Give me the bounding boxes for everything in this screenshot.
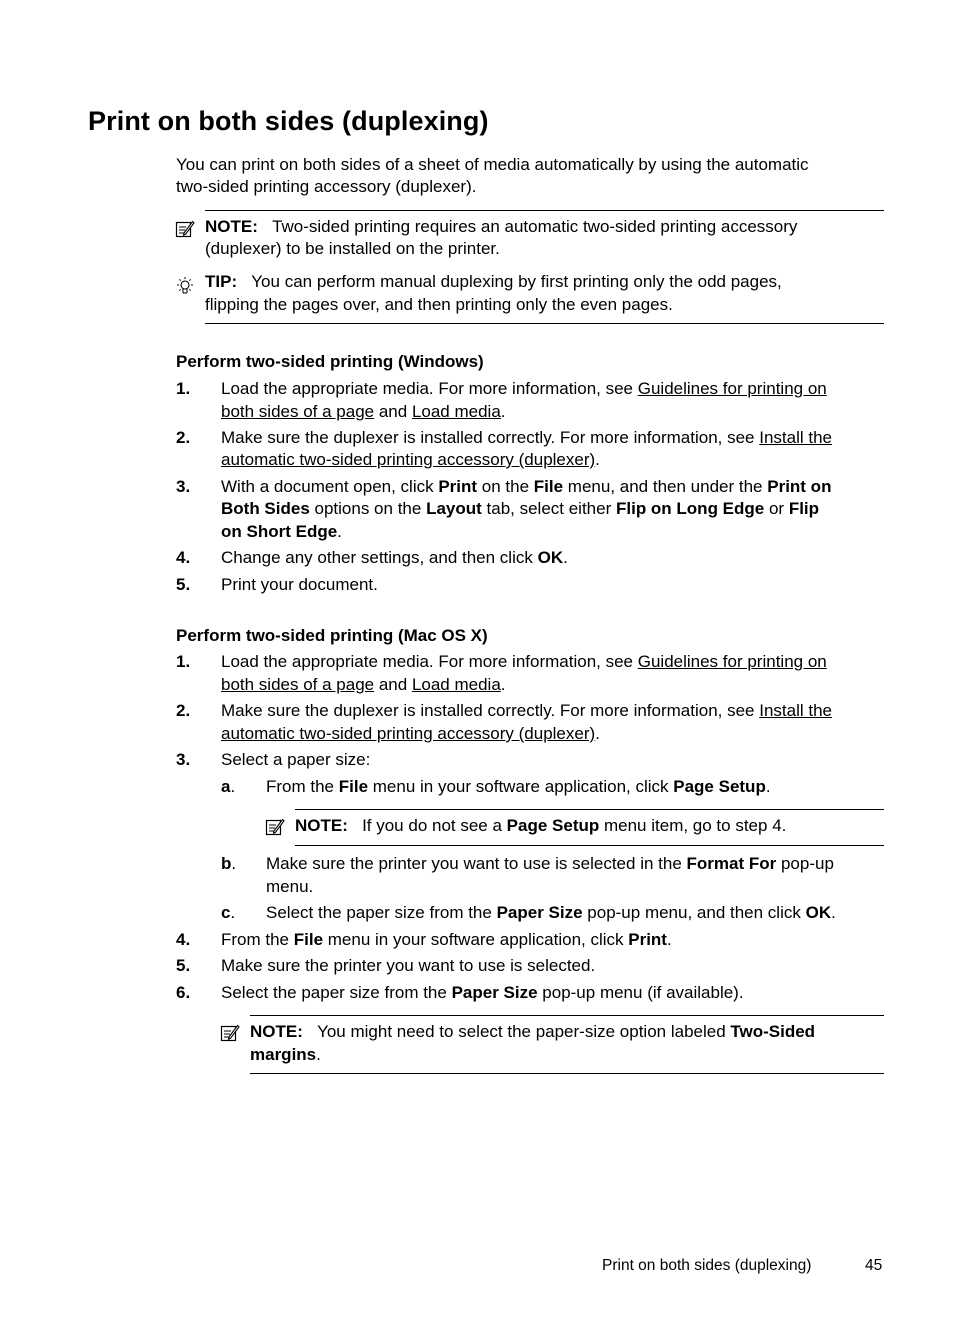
intro-line-2: two-sided printing accessory (duplexer). (176, 177, 477, 196)
link-load-media[interactable]: Load media (411, 675, 501, 694)
footer-page-number: 45 (865, 1257, 883, 1274)
footer-section-title: Print on both sides (duplexing) (602, 1257, 812, 1274)
step-number: 5. (176, 575, 191, 594)
substep-letter: c. (221, 903, 236, 922)
link-install-duplexer-cont[interactable]: automatic two-sided printing accessory (duplexer) (221, 724, 596, 743)
link-install-duplexer[interactable]: Install the (759, 701, 833, 720)
mac-substep-a: From the File menu in your software application, click Page Setup. (266, 777, 771, 796)
windows-step-1-line-2: both sides of a page and Load media. (221, 402, 506, 421)
note-a-text: NOTE: If you do not see a Page Setup menu item, go to step 4. (295, 816, 787, 835)
windows-step-3-line-2: Both Sides options on the Layout tab, select either Flip on Long Edge or Flip (221, 499, 820, 518)
windows-step-2-line-1: Make sure the duplexer is installed correctly. For more information, see Install the (221, 428, 833, 447)
note-end-line-2: margins. (250, 1045, 321, 1064)
windows-heading: Perform two-sided printing (Windows) (176, 352, 484, 371)
note-icon (220, 1023, 240, 1043)
substep-letter: a. (221, 777, 236, 796)
note-box-top-rule (205, 210, 884, 211)
link-guidelines-duplex[interactable]: Guidelines for printing on (637, 379, 827, 398)
mac-step-5: Make sure the printer you want to use is selected. (221, 956, 596, 975)
tip-icon (175, 276, 195, 296)
step-number: 4. (176, 548, 191, 567)
tip-text: You can perform manual duplexing by first printing only the odd pages, (251, 272, 782, 291)
mac-step-6: Select the paper size from the Paper Size pop-up menu (if available). (221, 983, 744, 1002)
link-install-duplexer-cont[interactable]: automatic two-sided printing accessory (duplexer) (221, 450, 596, 469)
substep-letter: b. (221, 854, 237, 873)
link-load-media[interactable]: Load media (411, 402, 501, 421)
note-box-bottom-rule (205, 323, 884, 324)
page-title: Print on both sides (duplexing) (88, 106, 489, 136)
note-end-bottom-rule (250, 1073, 884, 1074)
mac-step-3: Select a paper size: (221, 750, 371, 769)
link-guidelines-duplex-cont[interactable]: both sides of a page (221, 675, 375, 694)
step-number: 4. (176, 930, 191, 949)
note-a-bottom-rule (295, 845, 884, 846)
mac-step-2-line-2: automatic two-sided printing accessory (duplexer). (221, 724, 600, 743)
step-number: 6. (176, 983, 191, 1002)
link-guidelines-duplex[interactable]: Guidelines for printing on (637, 652, 827, 671)
tip-label: TIP: (205, 272, 238, 291)
windows-step-4: Change any other settings, and then click OK. (221, 548, 568, 567)
step-number: 5. (176, 956, 191, 975)
step-number: 1. (176, 379, 191, 398)
note-label: NOTE: (205, 217, 258, 236)
mac-substep-b-line-1: Make sure the printer you want to use is selected in the Format For pop-up (266, 854, 834, 873)
tip-line-2: flipping the pages over, and then printing only the even pages. (205, 295, 673, 314)
windows-step-1-line-1: Load the appropriate media. For more information, see Guidelines for printing on (221, 379, 827, 398)
step-number: 1. (176, 652, 191, 671)
link-install-duplexer[interactable]: Install the (759, 428, 833, 447)
note-1-text: Two-sided printing requires an automatic two-sided printing accessory (272, 217, 798, 236)
step-number: 2. (176, 428, 191, 447)
mac-step-1-line-1: Load the appropriate media. For more information, see Guidelines for printing on (221, 652, 827, 671)
step-number: 2. (176, 701, 191, 720)
windows-step-5: Print your document. (221, 575, 378, 594)
tip-line-1 (205, 271, 782, 294)
mac-substep-b-line-2: menu. (266, 877, 314, 896)
note-a-top-rule (295, 809, 884, 810)
windows-step-2-line-2: automatic two-sided printing accessory (duplexer). (221, 450, 600, 469)
note-end-top-rule (250, 1015, 884, 1016)
note-1-line-2: (duplexer) to be installed on the printer. (205, 239, 500, 258)
note-1-line-1 (205, 216, 797, 239)
step-number: 3. (176, 477, 191, 496)
link-guidelines-duplex-cont[interactable]: both sides of a page (221, 402, 375, 421)
mac-heading: Perform two-sided printing (Mac OS X) (176, 626, 488, 645)
mac-substep-c: Select the paper size from the Paper Size pop-up menu, and then click OK. (266, 903, 836, 922)
note-end-line-1: NOTE: You might need to select the paper-size option labeled Two-Sided (250, 1022, 816, 1041)
windows-step-3-line-1: With a document open, click Print on the File menu, and then under the Print on (221, 477, 832, 496)
intro-line-1: You can print on both sides of a sheet of media automatically by using the automatic (176, 155, 809, 174)
mac-step-1-line-2: both sides of a page and Load media. (221, 675, 506, 694)
mac-step-2-line-1: Make sure the duplexer is installed correctly. For more information, see Install the (221, 701, 833, 720)
step-number: 3. (176, 750, 191, 769)
mac-step-4: From the File menu in your software application, click Print. (221, 930, 672, 949)
windows-step-3-line-3: on Short Edge. (221, 522, 342, 541)
note-icon (175, 219, 195, 239)
note-icon (265, 817, 285, 837)
